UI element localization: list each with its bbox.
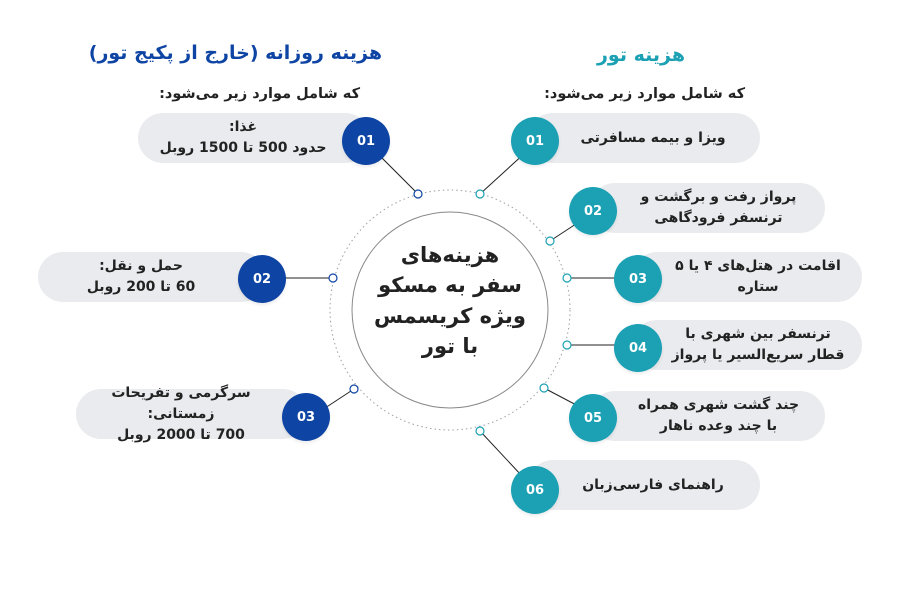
daily-item-2: حمل و نقل: 60 تا 200 روبل: [38, 252, 266, 302]
node-dot: [563, 341, 571, 349]
daily-cost-heading: هزینه روزانه (خارج از پکیج تور): [88, 42, 382, 64]
tour-item-1: ویزا و بیمه مسافرتی: [528, 113, 760, 163]
tour-item-3-number: 03: [614, 255, 662, 303]
node-dot: [414, 190, 422, 198]
node-dot: [476, 190, 484, 198]
tour-item-4: ترنسفر بین شهری با قطار سریع‌السیر یا پرواز: [632, 320, 862, 370]
tour-item-1-number: 01: [511, 117, 559, 165]
node-dot: [476, 427, 484, 435]
node-dot: [350, 385, 358, 393]
daily-item-3: سرگرمی و تفریحات زمستانی: 700 تا 2000 روبل: [76, 389, 308, 439]
tour-item-3: اقامت در هتل‌های ۴ یا ۵ ستاره: [632, 252, 862, 302]
node-dot: [540, 384, 548, 392]
tour-item-6-number: 06: [511, 466, 559, 514]
tour-cost-subheading: که شامل موارد زیر می‌شود:: [544, 86, 745, 102]
center-title: هزینه‌های سفر به مسکو ویژه کریسمس با تور: [373, 243, 526, 359]
tour-item-6: راهنمای فارسی‌زبان: [528, 460, 760, 510]
daily-item-1-number: 01: [342, 117, 390, 165]
daily-item-3-number: 03: [282, 393, 330, 441]
node-dot: [329, 274, 337, 282]
tour-cost-heading: هزینه تور: [596, 44, 685, 66]
tour-item-2-number: 02: [569, 187, 617, 235]
node-dot: [546, 237, 554, 245]
tour-item-5-number: 05: [569, 394, 617, 442]
daily-cost-subheading: که شامل موارد زیر می‌شود:: [159, 86, 360, 102]
node-dot: [563, 274, 571, 282]
tour-item-4-number: 04: [614, 324, 662, 372]
daily-item-2-number: 02: [238, 255, 286, 303]
tour-item-5: چند گشت شهری همراه با چند وعده ناهار: [590, 391, 825, 441]
tour-item-2: پرواز رفت و برگشت و ترنسفر فرودگاهی: [590, 183, 825, 233]
daily-item-1: غذا: حدود 500 تا 1500 روبل: [138, 113, 370, 163]
